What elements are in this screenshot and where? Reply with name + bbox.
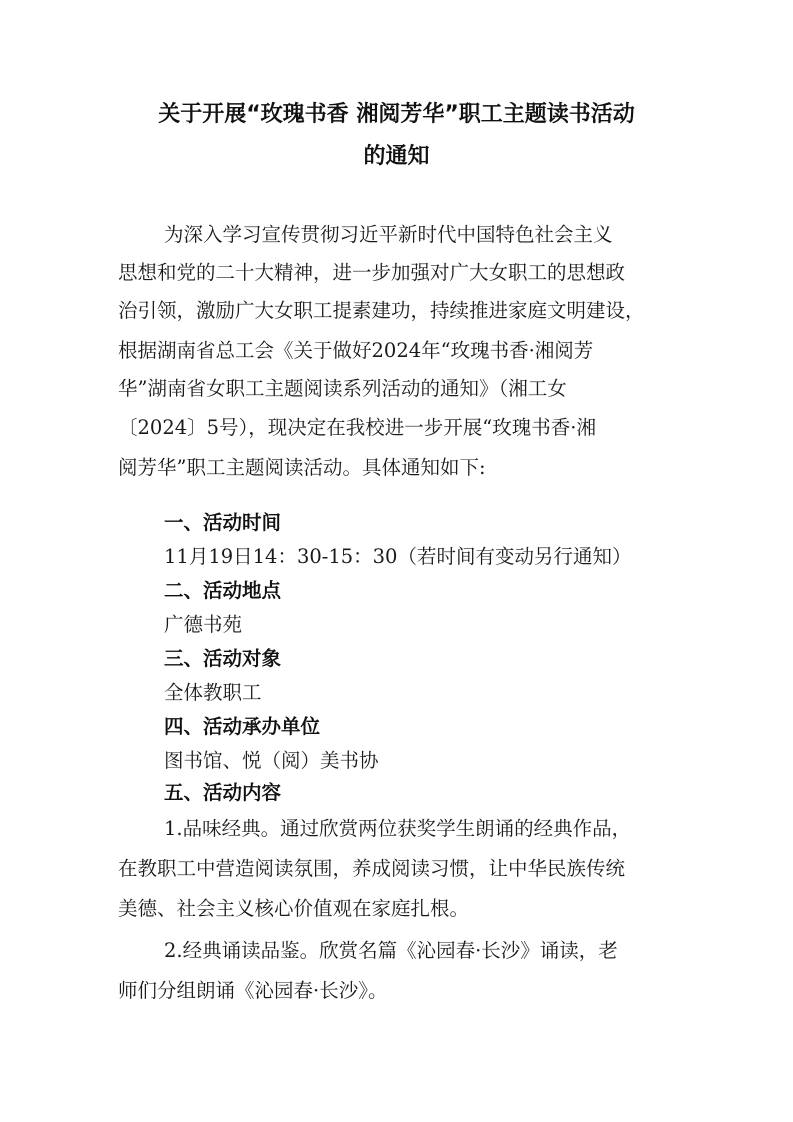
content-item-2-line: 2.经典诵读品鉴。欣赏名篇《沁园春·长沙》诵读，老: [164, 939, 618, 962]
content-item-1-line: 美德、社会主义核心价值观在家庭扎根。: [118, 897, 470, 920]
section-content-time: 11月19日14：30-15：30（若时间有变动另行通知）: [164, 545, 632, 568]
section-heading-organizer: 四、活动承办单位: [164, 715, 321, 738]
intro-line: 治引领，激励广大女职工提素建功，持续推进家庭文明建设，: [118, 299, 645, 322]
intro-line: 华”湖南省女职工主题阅读系列活动的通知》（湘工女: [118, 377, 567, 400]
section-heading-audience: 三、活动对象: [164, 647, 282, 670]
content-item-2-line: 师们分组朗诵《沁园春·长沙》。: [118, 979, 388, 1002]
section-heading-content: 五、活动内容: [164, 781, 282, 804]
intro-line: 阅芳华”职工主题阅读活动。具体通知如下:: [118, 456, 486, 479]
intro-line: 思想和党的二十大精神，进一步加强对广大女职工的思想政: [118, 261, 626, 284]
section-heading-location: 二、活动地点: [164, 579, 282, 602]
intro-line: 〔2024〕5号），现决定在我校进一步开展“玫瑰书香·湘: [118, 416, 596, 439]
document-title-line-2: 的通知: [363, 144, 430, 169]
section-content-location: 广德书苑: [164, 613, 243, 636]
content-item-1-line: 在教职工中营造阅读氛围，养成阅读习惯，让中华民族传统: [118, 857, 626, 880]
content-item-1-line: 1.品味经典。通过欣赏两位获奖学生朗诵的经典作品，: [164, 817, 632, 840]
document-title-line-1: 关于开展“玫瑰书香 湘阅芳华”职工主题读书活动: [158, 102, 635, 127]
section-content-audience: 全体教职工: [164, 681, 262, 704]
section-content-organizer: 图书馆、悦（阅）美书协: [164, 749, 379, 772]
intro-line: 为深入学习宣传贯彻习近平新时代中国特色社会主义: [164, 223, 613, 246]
intro-line: 根据湖南省总工会《关于做好2024年“玫瑰书香·湘阅芳: [118, 339, 594, 362]
section-heading-time: 一、活动时间: [164, 511, 282, 534]
